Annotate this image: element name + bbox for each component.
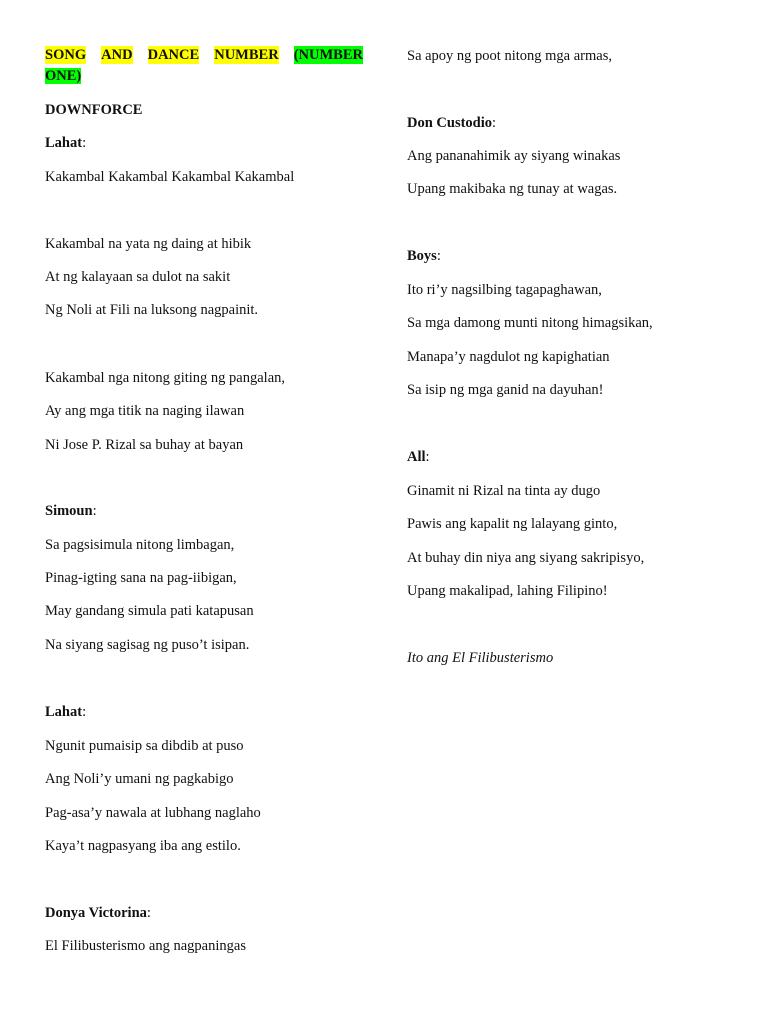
speaker-name: All bbox=[407, 449, 426, 465]
lyric-line: Sa pagsisimula nitong limbagan, bbox=[45, 537, 235, 553]
speaker-simoun bbox=[45, 502, 97, 520]
speaker-colon: : bbox=[92, 503, 97, 519]
speaker-name: Boys bbox=[407, 248, 437, 264]
lyric-line: Ngunit pumaisip sa dibdib at puso bbox=[45, 738, 244, 754]
lyric-line: Sa mga damong munti nitong himagsikan, bbox=[407, 315, 653, 331]
title-word: SONG bbox=[45, 47, 87, 63]
lyric-line: Kaya’t nagpasyang iba ang estilo. bbox=[45, 838, 241, 854]
title-word: DANCE bbox=[147, 47, 200, 63]
lyric-line: Kakambal Kakambal Kakambal Kakambal bbox=[45, 169, 295, 185]
lyric-line: Sa isip ng mga ganid na dayuhan! bbox=[407, 382, 604, 398]
lyric-line: Ang pananahimik ay siyang winakas bbox=[407, 148, 621, 164]
song-name: DOWNFORCE bbox=[45, 102, 143, 118]
speaker-name: Lahat bbox=[45, 135, 83, 151]
lyric-line: Ang Noli’y umani ng pagkabigo bbox=[45, 771, 234, 787]
lyric-line: Upang makibaka ng tunay at wagas. bbox=[407, 181, 618, 197]
speaker-name: Don Custodio bbox=[407, 115, 493, 131]
document-title-line2 bbox=[45, 67, 81, 85]
lyric-line: Ito ri’y nagsilbing tagapaghawan, bbox=[407, 282, 602, 298]
speaker-colon: : bbox=[146, 905, 151, 921]
lyric-line: Ni Jose P. Rizal sa buhay at bayan bbox=[45, 437, 244, 453]
lyric-line: At ng kalayaan sa dulot na sakit bbox=[45, 269, 231, 285]
speaker-boys bbox=[407, 247, 441, 265]
speaker-colon: : bbox=[425, 449, 430, 465]
document-title-line1 bbox=[45, 46, 363, 64]
lyric-line: May gandang simula pati katapusan bbox=[45, 603, 254, 619]
speaker-don-custodio bbox=[407, 114, 496, 132]
lyric-line: Pawis ang kapalit ng lalayang ginto, bbox=[407, 516, 618, 532]
title-word-green: (NUMBER bbox=[293, 47, 363, 63]
speaker-all bbox=[407, 448, 430, 466]
speaker-donya-victorina bbox=[45, 904, 151, 922]
speaker-lahat bbox=[45, 703, 86, 721]
lyric-line: El Filibusterismo ang nagpaningas bbox=[45, 938, 246, 954]
lyric-line: Ay ang mga titik na naging ilawan bbox=[45, 403, 245, 419]
lyric-line: Manapa’y nagdulot ng kapighatian bbox=[407, 349, 610, 365]
lyric-line: Kakambal nga nitong giting ng pangalan, bbox=[45, 370, 286, 386]
speaker-colon: : bbox=[82, 704, 87, 720]
speaker-colon: : bbox=[82, 135, 87, 151]
speaker-name: Simoun bbox=[45, 503, 93, 519]
title-word: AND bbox=[101, 47, 133, 63]
speaker-lahat bbox=[45, 134, 86, 152]
title-word-green: ONE) bbox=[45, 68, 82, 84]
lyric-line: Upang makalipad, lahing Filipino! bbox=[407, 583, 608, 599]
speaker-colon: : bbox=[436, 248, 441, 264]
title-word: NUMBER bbox=[214, 47, 279, 63]
lyric-line: Ginamit ni Rizal na tinta ay dugo bbox=[407, 483, 601, 499]
closing-line: Ito ang El Filibusterismo bbox=[407, 650, 554, 666]
speaker-colon: : bbox=[492, 115, 497, 131]
lyric-line: Pag-asa’y nawala at lubhang naglaho bbox=[45, 805, 261, 821]
speaker-name: Lahat bbox=[45, 704, 83, 720]
lyric-line: Pinag-igting sana na pag-iibigan, bbox=[45, 570, 237, 586]
lyric-line: Sa apoy ng poot nitong mga armas, bbox=[407, 48, 612, 64]
speaker-name: Donya Victorina bbox=[45, 905, 147, 921]
lyric-line: At buhay din niya ang siyang sakripisyo, bbox=[407, 550, 645, 566]
lyric-line: Na siyang sagisag ng puso’t isipan. bbox=[45, 637, 250, 653]
lyric-line: Kakambal na yata ng daing at hibik bbox=[45, 236, 252, 252]
lyric-line: Ng Noli at Fili na luksong nagpainit. bbox=[45, 302, 259, 318]
